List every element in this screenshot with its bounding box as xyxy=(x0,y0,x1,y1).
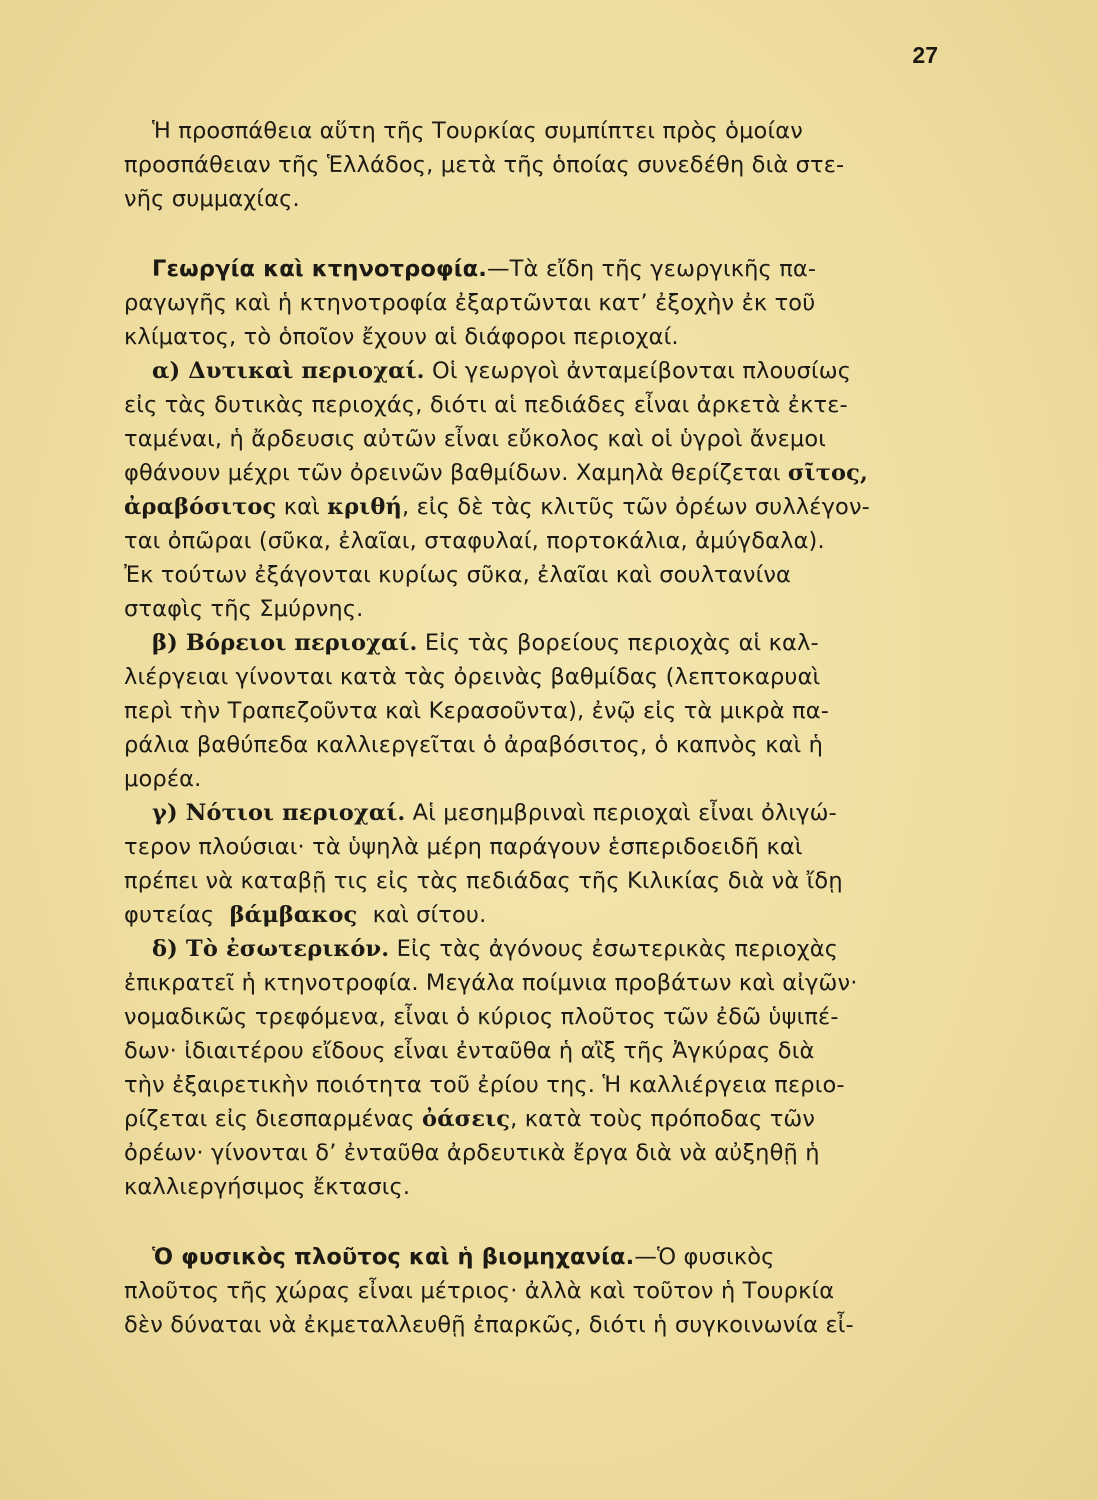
bold-term: ἀραβόσιτος xyxy=(124,494,277,520)
text-line: ται ὀπῶραι (σῦκα, ἐλαῖαι, σταφυλαί, πορτοκάλια, ἀμύγδαλα). xyxy=(124,528,825,554)
text-line: νῆς συμμαχίας. xyxy=(124,186,300,212)
bold-term: κριθή xyxy=(327,494,402,520)
text-line: δων· ἰδιαιτέρου εἴδους εἶναι ἐνταῦθα ἡ αἲξ τῆς Ἀγκύρας διὰ xyxy=(124,1038,815,1064)
section-heading-agriculture: Γεωργία καὶ κτηνοτροφία. xyxy=(152,256,487,282)
text-line: ταμέναι, ἡ ἄρδευσις αὐτῶν εἶναι εὔκολος καὶ οἱ ὑγροὶ ἄνεμοι xyxy=(124,426,827,452)
text-line: ρίζεται εἰς διεσπαρμένας ὀάσεις, κατὰ τοὺς πρόποδας τῶν xyxy=(124,1106,816,1132)
text-line: σταφὶς τῆς Σμύρνης. xyxy=(124,596,364,622)
text-line: πλοῦτος τῆς χώρας εἶναι μέτριος· ἀλλὰ καὶ τοῦτον ἡ Τουρκία xyxy=(124,1278,835,1304)
text-line: ὀρέων· γίνονται δ’ ἐνταῦθα ἀρδευτικὰ ἔργα διὰ νὰ αὐξηθῇ ἡ xyxy=(124,1140,820,1166)
text-line: Ἡ προσπάθεια αὕτη τῆς Τουρκίας συμπίπτει πρὸς ὁμοίαν xyxy=(152,118,803,144)
text-line: κλίματος, τὸ ὁποῖον ἔχουν αἱ διάφοροι περιοχαί. xyxy=(124,324,679,350)
text-line: εἰς τὰς δυτικὰς περιοχάς, διότι αἱ πεδιάδες εἶναι ἀρκετὰ ἐκτε- xyxy=(124,392,848,418)
text-line: περὶ τὴν Τραπεζοῦντα καὶ Κερασοῦντα), ἐνῷ εἰς τὰ μικρὰ πα- xyxy=(124,698,829,724)
text-line: α) Δυτικαὶ περιοχαί. Οἱ γεωργοὶ ἀνταμείβονται πλουσίως xyxy=(152,358,852,384)
text-line: ἀραβόσιτος καὶ κριθή, εἰς δὲ τὰς κλιτῦς τῶν ὀρέων συλλέγον- xyxy=(124,494,870,520)
text-line: Γεωργία καὶ κτηνοτροφία.—Τὰ εἴδη τῆς γεωργικῆς πα- xyxy=(152,256,817,282)
text-line: ἐπικρατεῖ ἡ κτηνοτροφία. Μεγάλα ποίμνια προβάτων καὶ αἰγῶν· xyxy=(124,970,858,996)
section-heading-interior: δ) Τὸ ἐσωτερικόν. xyxy=(152,936,390,962)
section-heading-north: β) Βόρειοι περιοχαί. xyxy=(152,630,418,656)
text-line: γ) Νότιοι περιοχαί. Αἱ μεσημβριναὶ περιοχαὶ εἶναι ὀλιγώ- xyxy=(152,800,837,826)
text-line: τὴν ἐξαιρετικὴν ποιότητα τοῦ ἐρίου της. Ἡ καλλιέργεια περιο- xyxy=(124,1072,845,1098)
text-line: λιέργειαι γίνονται κατὰ τὰς ὀρεινὰς βαθμίδας (λεπτοκαρυαὶ xyxy=(124,664,821,690)
bold-term: σῖτος, xyxy=(787,460,868,486)
text-line: νομαδικῶς τρεφόμενα, εἶναι ὁ κύριος πλοῦτος τῶν ἐδῶ ὑψιπέ- xyxy=(124,1004,839,1030)
text-line: καλλιεργήσιμος ἔκτασις. xyxy=(124,1174,411,1200)
text-line: μορέα. xyxy=(124,766,202,792)
text-line: τερον πλούσιαι· τὰ ὑψηλὰ μέρη παράγουν ἑσπεριδοειδῆ καὶ xyxy=(124,834,803,860)
text-line: Ὁ φυσικὸς πλοῦτος καὶ ἡ βιομηχανία.—Ὁ φυσικὸς xyxy=(152,1244,775,1270)
text-line: πρέπει νὰ καταβῇ τις εἰς τὰς πεδιάδας τῆς Κιλικίας διὰ νὰ ἴδῃ xyxy=(124,868,843,894)
text-line: ραγωγῆς καὶ ἡ κτηνοτροφία ἐξαρτῶνται κατ’ ἐξοχὴν ἐκ τοῦ xyxy=(124,290,816,316)
text-line: προσπάθειαν τῆς Ἑλλάδος, μετὰ τῆς ὁποίας συνεδέθη διὰ στε- xyxy=(124,152,845,178)
section-heading-wealth: Ὁ φυσικὸς πλοῦτος καὶ ἡ βιομηχανία. xyxy=(152,1244,635,1270)
page-number: 27 xyxy=(912,42,938,68)
text-line: δὲν δύναται νὰ ἐκμεταλλευθῇ ἐπαρκῶς, διότι ἡ συγκοινωνία εἶ- xyxy=(124,1312,854,1338)
text-line: φυτείας βάμβακος καὶ σίτου. xyxy=(124,902,487,928)
bold-term: βάμβακος xyxy=(229,902,358,928)
text-line: Ἐκ τούτων ἐξάγονται κυρίως σῦκα, ἐλαῖαι καὶ σουλτανίνα xyxy=(124,562,792,588)
section-heading-west: α) Δυτικαὶ περιοχαί. xyxy=(152,358,425,384)
text-line: δ) Τὸ ἐσωτερικόν. Εἰς τὰς ἀγόνους ἐσωτερικὰς περιοχὰς xyxy=(152,936,839,962)
text-line: ράλια βαθύπεδα καλλιεργεῖται ὁ ἀραβόσιτος, ὁ καπνὸς καὶ ἡ xyxy=(124,732,824,758)
section-heading-south: γ) Νότιοι περιοχαί. xyxy=(152,800,406,826)
bold-term: ὀάσεις xyxy=(422,1106,511,1132)
text-line: φθάνουν μέχρι τῶν ὀρεινῶν βαθμίδων. Χαμηλὰ θερίζεται σῖτος, xyxy=(124,460,868,486)
text-line: β) Βόρειοι περιοχαί. Εἰς τὰς βορείους περιοχὰς αἱ καλ- xyxy=(152,630,819,656)
